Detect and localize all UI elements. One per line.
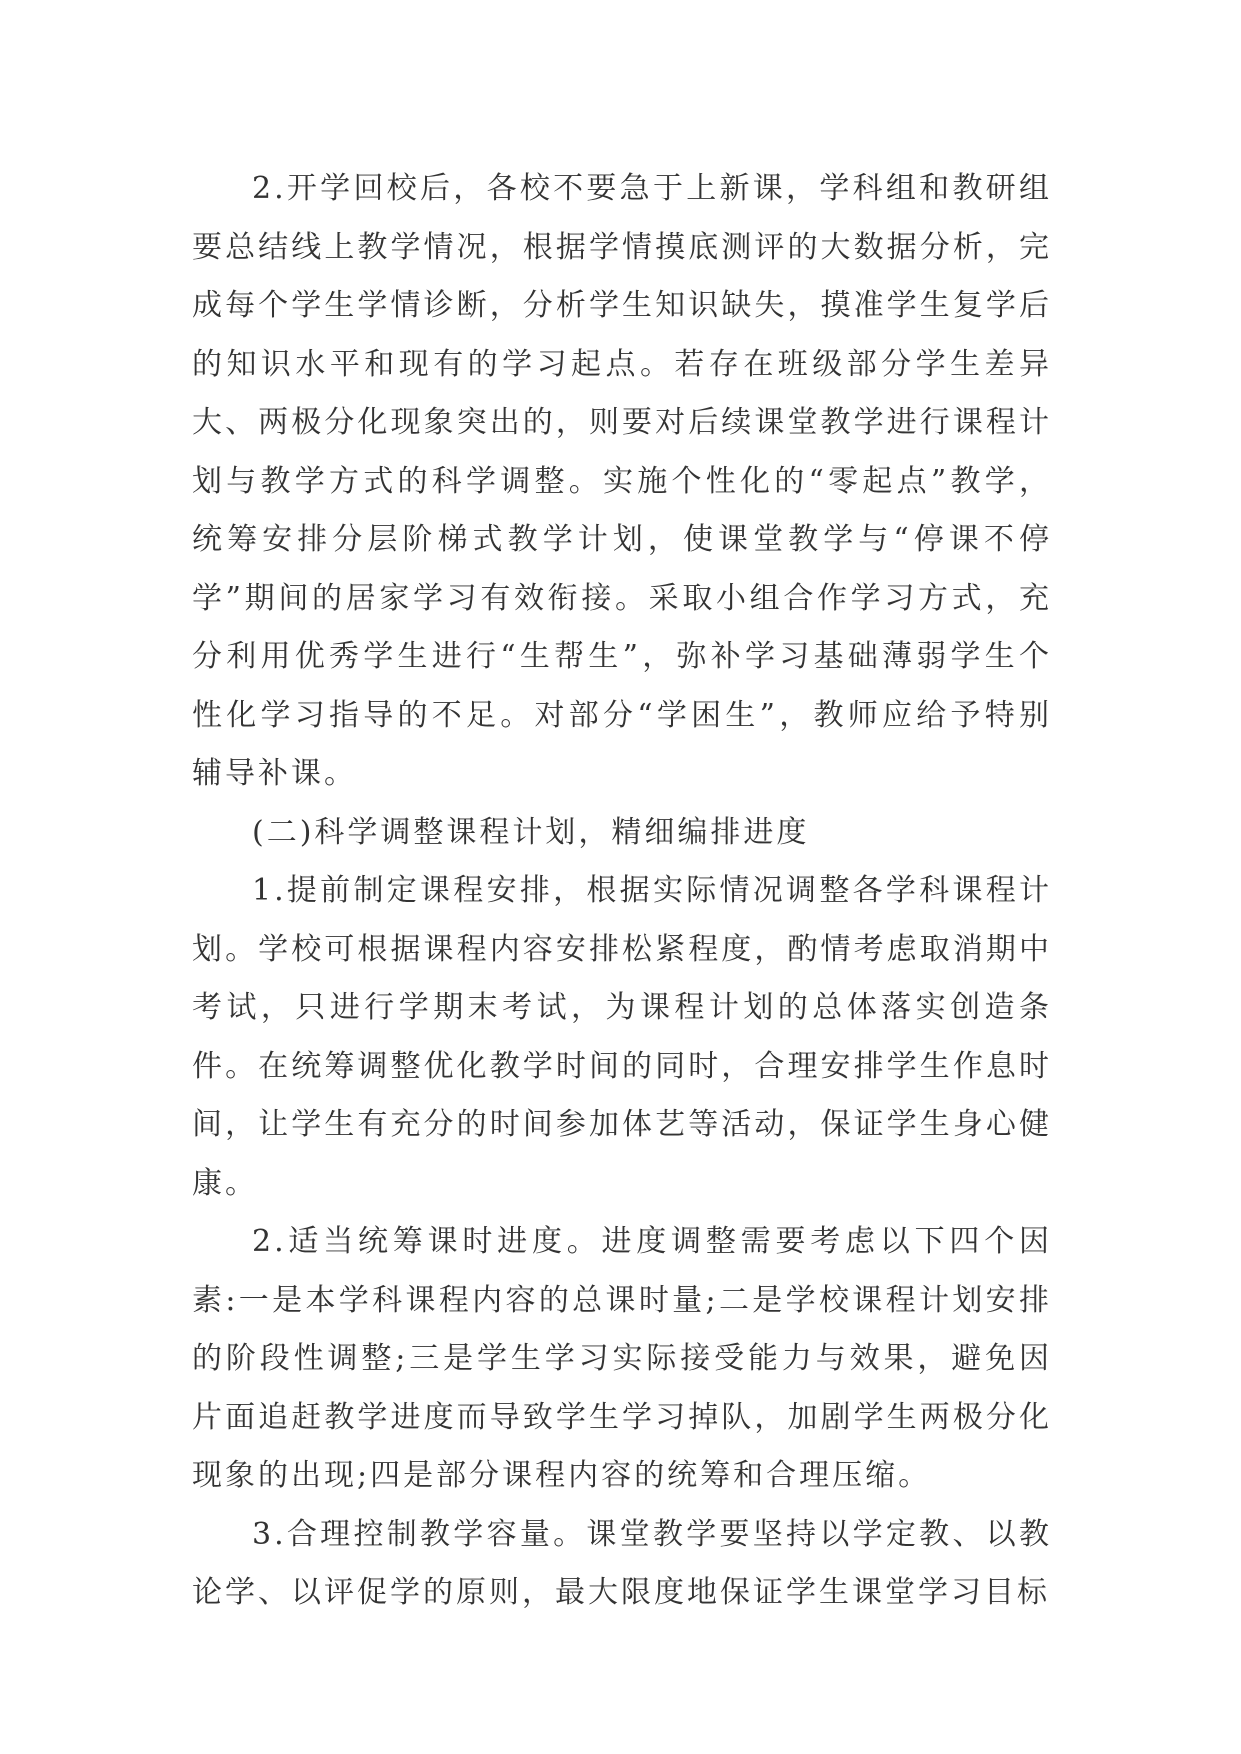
document-body bbox=[192, 160, 1052, 1623]
paragraph-item-2b: 2.适当统筹课时进度。进度调整需要考虑以下四个因素:一是本学科课程内容的总课时量;二是学校课程计划安排的阶段性调整;三是学生学习实际接受能力与效果，避免因片面追赶教学进度而导致学生学习掉队，加剧学生两极分化现象的出现;四是部分课程内容的统筹和合理压缩。 bbox=[192, 1224, 1052, 1493]
paragraph-item-1: 1.提前制定课程安排，根据实际情况调整各学科课程计划。学校可根据课程内容安排松紧程度，酌情考虑取消期中考试，只进行学期末考试，为课程计划的总体落实创造条件。在统筹调整优化教学时间的同时，合理安排学生作息时间，让学生有充分的时间参加体艺等活动，保证学生身心健康。 bbox=[192, 873, 1052, 1201]
paragraph-item-3: 3.合理控制教学容量。课堂教学要坚持以学定教、以教论学、以评促学的原则，最大限度地保证学生课堂学习目标 bbox=[192, 1516, 1052, 1610]
paragraph-item-2: 2.开学回校后，各校不要急于上新课，学科组和教研组要总结线上教学情况，根据学情摸底测评的大数据分析，完成每个学生学情诊断，分析学生知识缺失，摸准学生复学后的知识水平和现有的学习起点。若存在班级部分学生差异大、两极分化现象突出的，则要对后续课堂教学进行课程计划与教学方式的科学调整。实施个性化的“零起点”教学，统筹安排分层阶梯式教学计划，使课堂教学与“停课不停学”期间的居家学习有效衔接。采取小组合作学习方式，充分利用优秀学生进行“生帮生”，弥补学习基础薄弱学生个性化学习指导的不足。对部分“学困生”，教师应给予特别辅导补课。 bbox=[192, 171, 1052, 791]
section-heading: (二)科学调整课程计划，精细编排进度 bbox=[252, 814, 810, 850]
